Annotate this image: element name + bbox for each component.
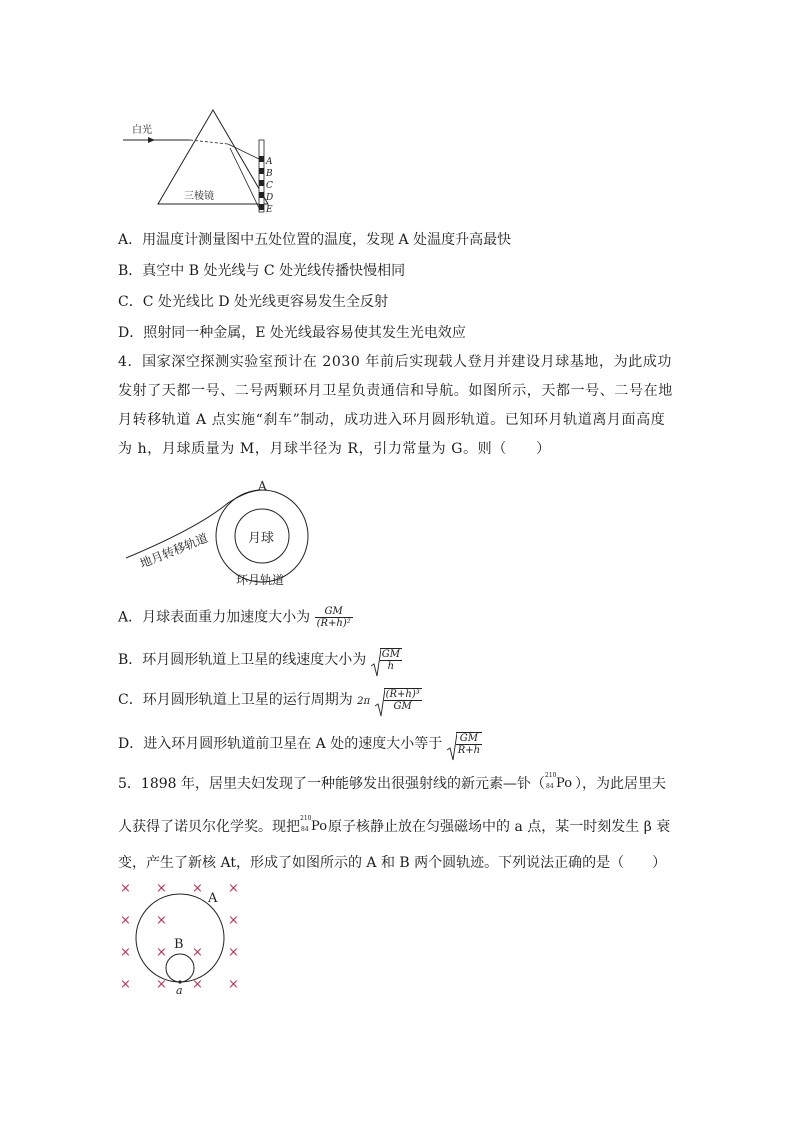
svg-text:×: × xyxy=(192,945,203,960)
q4-option-a-text: A．月球表面重力加速度大小为 xyxy=(118,609,311,626)
track-a-label: A xyxy=(208,891,218,906)
svg-text:×: × xyxy=(228,913,239,928)
svg-text:×: × xyxy=(120,913,131,928)
svg-text:×: × xyxy=(120,881,131,896)
label-c: C xyxy=(266,181,273,191)
svg-text:×: × xyxy=(192,977,203,992)
point-label: a xyxy=(176,984,183,997)
svg-text:×: × xyxy=(192,881,203,896)
svg-text:×: × xyxy=(120,945,131,960)
lunar-orbit-label: 环月轨道 xyxy=(236,573,285,587)
sqrt-b: $\frac{GM}{h}$ xyxy=(371,648,402,672)
q3-option-c: C．C 处光线比 D 处光线更容易发生全反射 xyxy=(118,294,388,310)
nuclide-po-2: 210 84 Po xyxy=(300,815,328,834)
svg-text:×: × xyxy=(228,945,239,960)
sqrt-d: $\frac{GM}{R+h}$ xyxy=(447,732,482,756)
q5-line-3: 变，产生了新核 At，形成了如图所示的 A 和 B 两个圆轨迹。下列说法正确的是（ ） xyxy=(118,855,667,871)
q4-option-c: C．环月圆形轨道上卫星的运行周期为 2π $\frac{\text{(R+h)³}}{GM}$ xyxy=(118,688,422,712)
svg-text:×: × xyxy=(120,977,131,992)
svg-text:×: × xyxy=(228,977,239,992)
label-d: D xyxy=(266,193,274,203)
transfer-orbit-label: 地月转移轨道 xyxy=(137,530,210,571)
label-b: B xyxy=(266,169,273,179)
moon-label: 月球 xyxy=(248,531,275,546)
q3-option-b: B．真空中 B 处光线与 C 处光线传播快慢相同 xyxy=(118,263,406,279)
lunar-orbit-figure xyxy=(118,478,318,590)
q3-option-d: D．照射同一种金属，E 处光线最容易使其发生光电效应 xyxy=(118,325,466,341)
label-a: A xyxy=(266,157,273,167)
q4-option-c-text: C．环月圆形轨道上卫星的运行周期为 xyxy=(118,692,353,708)
white-light-label: 白光 xyxy=(132,125,152,136)
q3-option-a: A．用温度计测量图中五处位置的温度，发现 A 处温度升高最快 xyxy=(118,232,512,248)
screen xyxy=(259,140,264,212)
prism xyxy=(158,110,268,204)
svg-text:×: × xyxy=(156,977,167,992)
q4-option-b-text: B．环月圆形轨道上卫星的线速度大小为 xyxy=(118,652,367,668)
q4-option-d xyxy=(118,732,482,756)
prism-label: 三棱镜 xyxy=(184,191,214,202)
svg-text:×: × xyxy=(228,881,239,896)
q5-line-2: 人获得了诺贝尔化学奖。现把 210 84 Po 原子核静止放在匀强磁场中的 a 点，某一时刻发生 β 衰 xyxy=(118,815,671,835)
prism-figure xyxy=(118,108,288,218)
ray-a xyxy=(228,144,259,159)
svg-text:×: × xyxy=(156,945,167,960)
nuclide-po-1: 210 84 Po xyxy=(545,772,573,791)
track-b xyxy=(166,954,194,982)
magnetic-field-figure xyxy=(114,876,244,998)
label-e: E xyxy=(266,205,273,215)
sqrt-c: $\frac{\text{(R+h)³}}{GM}$ xyxy=(375,688,422,712)
q4-option-d-text: D．进入环月圆形轨道前卫星在 A 处的速度大小等于 xyxy=(118,736,443,752)
track-b-label: B xyxy=(174,937,184,952)
formula-a: $\frac{GM}{\text{(R+h)²}}$ xyxy=(316,606,351,629)
svg-text:×: × xyxy=(156,881,167,896)
q4-option-b xyxy=(118,648,402,672)
point-a-label: A xyxy=(258,479,267,493)
q5-line-1: 5．1898 年，居里夫妇发现了一种能够发出很强射线的新元素—钋（ 210 84 Po ），为此居里夫 xyxy=(118,772,666,792)
q4-option-a xyxy=(118,606,353,629)
svg-text:×: × xyxy=(156,913,167,928)
ray-arrow-icon xyxy=(148,137,155,143)
q4-stem: 4．国家深空探测实验室预计在 2030 年前后实现载人登月并建设月球基地，为此成功发射了天都一号、二号两颗环月卫星负责通信和导航。如图所示，天都一号、二号在地月转移轨道 A 点实施“刹车”制动，成功进入环月圆形轨道。已知环月轨道离月面高度为 h，月球质量为 M，月球半径为 R，引力常量为 G。则（ ） xyxy=(118,354,673,457)
